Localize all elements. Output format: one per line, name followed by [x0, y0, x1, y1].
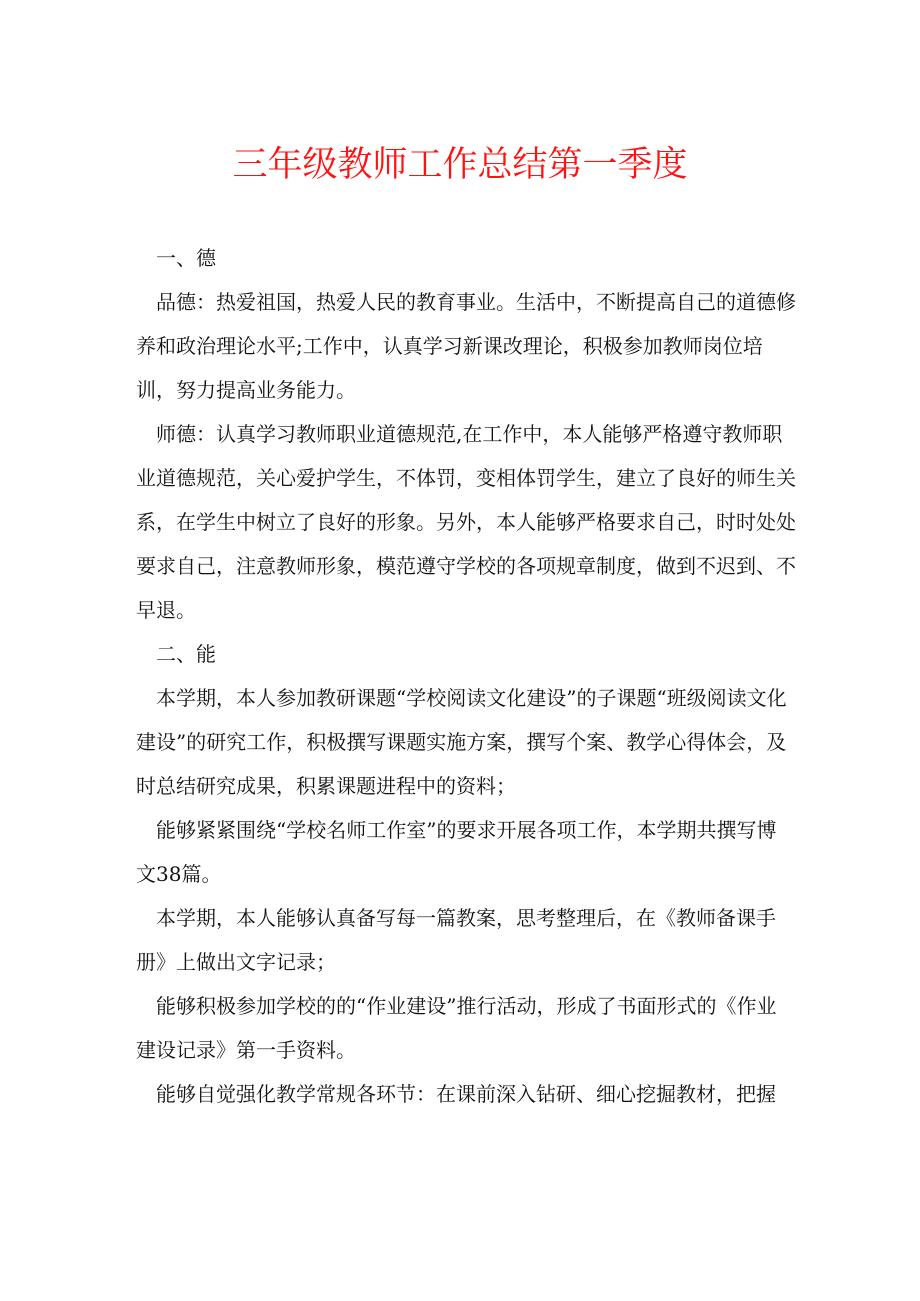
- paragraph-pinde: 品德：热爱祖国，热爱人民的教育事业。生活中，不断提高自己的道德修养和政治理论水平;工作中，认真学习新课改理论，积极参加教师岗位培训，努力提高业务能力。: [136, 290, 796, 402]
- paragraph-homework: 能够积极参加学校的的“作业建设”推行活动，形成了书面形式的《作业建设记录》第一手资料。: [136, 994, 777, 1062]
- paragraph-routine: 能够自觉强化教学常规各环节：在课前深入钻研、细心挖掘教材，把握: [156, 1082, 776, 1106]
- paragraph-shide: 师德：认真学习教师职业道德规范,在工作中，本人能够严格遵守教师职业道德规范，关心爱护学生，不体罚，变相体罚学生，建立了良好的师生关系，在学生中树立了良好的形象。另外，本人能够严格要求自己，时时处处要求自己，注意教师形象，模范遵守学校的各项规章制度，做到不迟到、不早退。: [136, 422, 796, 622]
- document-title: 三年级教师工作总结第一季度: [232, 145, 688, 185]
- section-heading-de: 一、德: [156, 246, 216, 270]
- paragraph-studio: 能够紧紧围绕“学校名师工作室”的要求开展各项工作，本学期共撰写博文38篇。: [136, 818, 777, 886]
- document-body: [136, 236, 796, 1116]
- paragraph-research: 本学期，本人参加教研课题“学校阅读文化建设”的子课题“班级阅读文化建设”的研究工作，积极撰写课题实施方案，撰写个案、教学心得体会，及时总结研究成果，积累课题进程中的资料；: [136, 686, 787, 798]
- section-heading-neng: 二、能: [156, 642, 216, 666]
- paragraph-lesson-plans: 本学期，本人能够认真备写每一篇教案，思考整理后，在《教师备课手册》上做出文字记录；: [136, 906, 776, 974]
